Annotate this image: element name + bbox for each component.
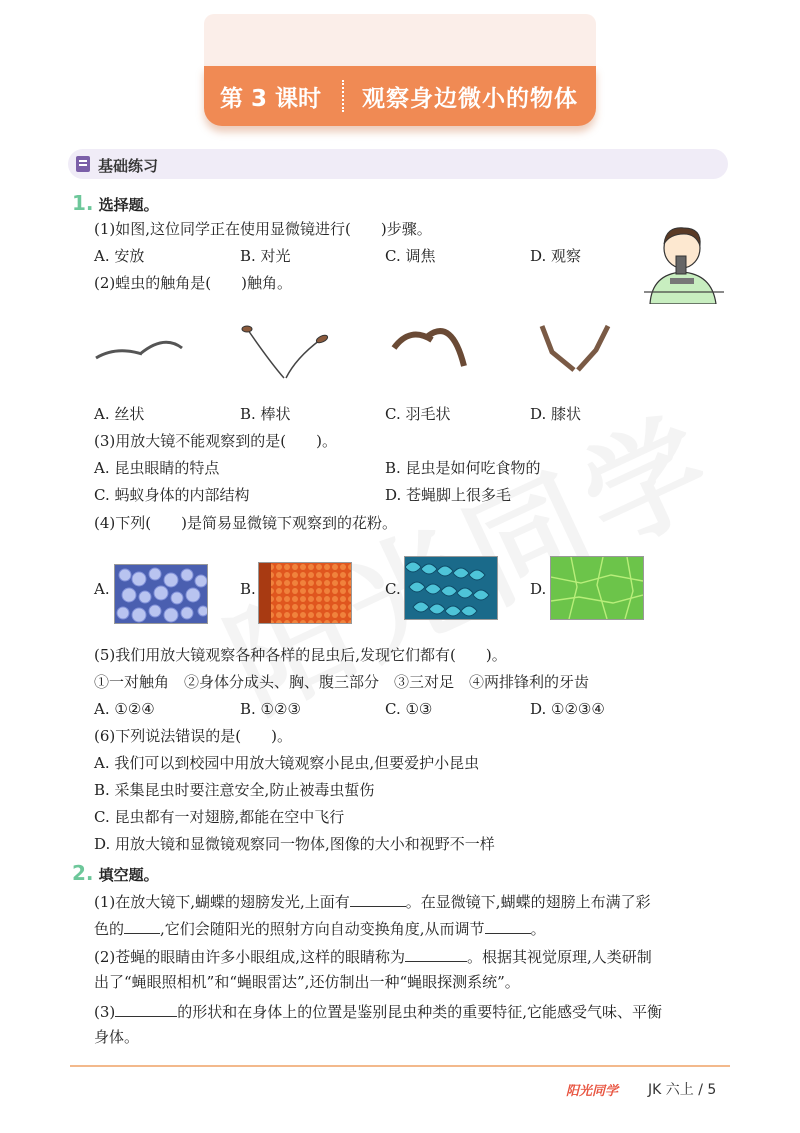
q2-3-line1 xyxy=(94,1000,662,1022)
option-a[interactable]: A. 安放 xyxy=(94,247,145,265)
option-a[interactable]: A. 丝状 xyxy=(94,405,145,423)
q1-4-stem xyxy=(94,513,397,533)
document-icon xyxy=(76,156,90,172)
fill-blank[interactable] xyxy=(405,945,467,962)
option-c[interactable]: C. 调焦 xyxy=(385,247,436,265)
option-d[interactable]: D. 膝状 xyxy=(530,405,582,423)
leaf-vein-image xyxy=(550,556,644,620)
option-b[interactable]: B. 昆虫是如何吃食物的 xyxy=(385,459,541,477)
option-b[interactable]: B. 棒状 xyxy=(240,405,291,423)
option-c[interactable]: C. 蚂蚁身体的内部结构 xyxy=(94,486,250,504)
header-tab xyxy=(204,14,596,70)
q1-3-stem xyxy=(94,431,337,451)
stem-part: )步骤。 xyxy=(380,220,432,238)
fill-blank[interactable] xyxy=(124,917,160,934)
stem-part: )。 xyxy=(485,646,507,664)
option-d[interactable]: D. 观察 xyxy=(530,247,582,265)
question-number: 2. xyxy=(72,861,94,885)
option-d[interactable]: D. ①②③④ xyxy=(530,700,605,718)
text-part: 。 xyxy=(530,920,546,938)
stem-part: )触角。 xyxy=(241,274,292,292)
stem-part: (3)用放大镜不能观察到的是( xyxy=(94,432,287,450)
text-part: ,它们会随阳光的照射方向自动变换角度,从而调节 xyxy=(160,920,485,938)
pollen-image xyxy=(114,564,208,624)
option-a[interactable]: A. 我们可以到校园中用放大镜观察小昆虫,但要爱护小昆虫 xyxy=(94,754,480,772)
geniculate-antenna-image xyxy=(538,322,618,377)
option-c[interactable]: C. ①③ xyxy=(385,700,433,718)
question-2-heading xyxy=(72,861,159,885)
option-a[interactable]: A. ①②④ xyxy=(94,700,155,718)
option-d[interactable]: D. xyxy=(530,580,547,598)
stem-part: (4)下列( xyxy=(94,514,152,532)
stem-part: )。 xyxy=(316,432,337,450)
q2-1-line2 xyxy=(94,917,546,939)
q2-3-line2: 身体。 xyxy=(94,1028,140,1046)
stem-part: (6)下列说法错误的是( xyxy=(94,727,242,745)
lesson-title: 观察身边微小的物体 xyxy=(362,85,578,112)
question-title: 填空题。 xyxy=(98,866,159,884)
option-b[interactable]: B. ①②③ xyxy=(240,700,301,718)
section-label: 基础练习 xyxy=(98,157,159,175)
option-a[interactable]: A. xyxy=(94,580,110,598)
option-b[interactable]: B. xyxy=(240,580,256,598)
q2-1-line1 xyxy=(94,890,651,912)
option-c[interactable]: C. 羽毛状 xyxy=(385,405,451,423)
fill-blank[interactable] xyxy=(115,1000,177,1017)
option-d[interactable]: D. 用放大镜和显微镜观察同一物体,图像的大小和视野不一样 xyxy=(94,835,495,853)
section-bar xyxy=(68,149,728,179)
fill-blank[interactable] xyxy=(485,917,531,934)
stem-part: (2)蝗虫的触角是( xyxy=(94,274,212,292)
filiform-antenna-image xyxy=(94,318,186,368)
option-a[interactable]: A. 昆虫眼睛的特点 xyxy=(94,459,220,477)
page-info: JK 六上 / 5 xyxy=(648,1082,717,1098)
question-number: 1. xyxy=(72,191,94,215)
text-part: 的形状和在身体上的位置是鉴别昆虫种类的重要特征,它能感受气味、平衡 xyxy=(177,1003,663,1021)
stem-part: (1)如图,这位同学正在使用显微镜进行( xyxy=(94,220,351,238)
q1-1-stem xyxy=(94,219,432,239)
brand-logo: 阳光同学 xyxy=(566,1084,619,1099)
text-part: 。在显微镜下,蝴蝶的翅膀上布满了彩 xyxy=(405,893,651,911)
q2-2-line1 xyxy=(94,945,652,967)
stem-part: )是简易显微镜下观察到的花粉。 xyxy=(181,514,397,532)
option-b[interactable]: B. 采集昆虫时要注意安全,防止被毒虫蜇伤 xyxy=(94,781,375,799)
text-part: (1)在放大镜下,蝴蝶的翅膀发光,上面有 xyxy=(94,893,350,911)
footer-divider xyxy=(70,1065,730,1067)
header-divider xyxy=(342,80,344,112)
stem-part: )。 xyxy=(271,727,292,745)
q1-6-stem xyxy=(94,726,292,746)
text-part: (2)苍蝇的眼睛由许多小眼组成,这样的眼睛称为 xyxy=(94,948,406,966)
text-part: 色的 xyxy=(94,920,125,938)
plumose-antenna-image xyxy=(390,320,470,375)
insect-eye-image xyxy=(258,562,352,624)
option-c[interactable]: C. xyxy=(385,580,401,598)
text-part: 。根据其视觉原理,人类研制 xyxy=(467,948,652,966)
text-part: (3) xyxy=(94,1003,116,1021)
question-title: 选择题。 xyxy=(98,196,159,214)
clubbed-antenna-image xyxy=(240,322,332,382)
fill-blank[interactable] xyxy=(350,890,406,907)
butterfly-scale-image xyxy=(404,556,498,620)
question-1-heading xyxy=(72,191,159,215)
stem-part: (5)我们用放大镜观察各种各样的昆虫后,发现它们都有( xyxy=(94,646,456,664)
q1-5-stem xyxy=(94,645,507,665)
option-b[interactable]: B. 对光 xyxy=(240,247,291,265)
lesson-header xyxy=(204,66,596,126)
q1-2-stem xyxy=(94,273,292,293)
student-microscope-illustration xyxy=(640,222,730,304)
option-d[interactable]: D. 苍蝇脚上很多毛 xyxy=(385,486,512,504)
q1-5-items: ①一对触角 ②身体分成头、胸、腹三部分 ③三对足 ④两排锋利的牙齿 xyxy=(94,673,590,691)
q2-2-line2: 出了“蝇眼照相机”和“蝇眼雷达”,还仿制出一种“蝇眼探测系统”。 xyxy=(94,973,520,991)
option-c[interactable]: C. 昆虫都有一对翅膀,都能在空中飞行 xyxy=(94,808,345,826)
lesson-number: 第 3 课时 xyxy=(220,85,322,112)
